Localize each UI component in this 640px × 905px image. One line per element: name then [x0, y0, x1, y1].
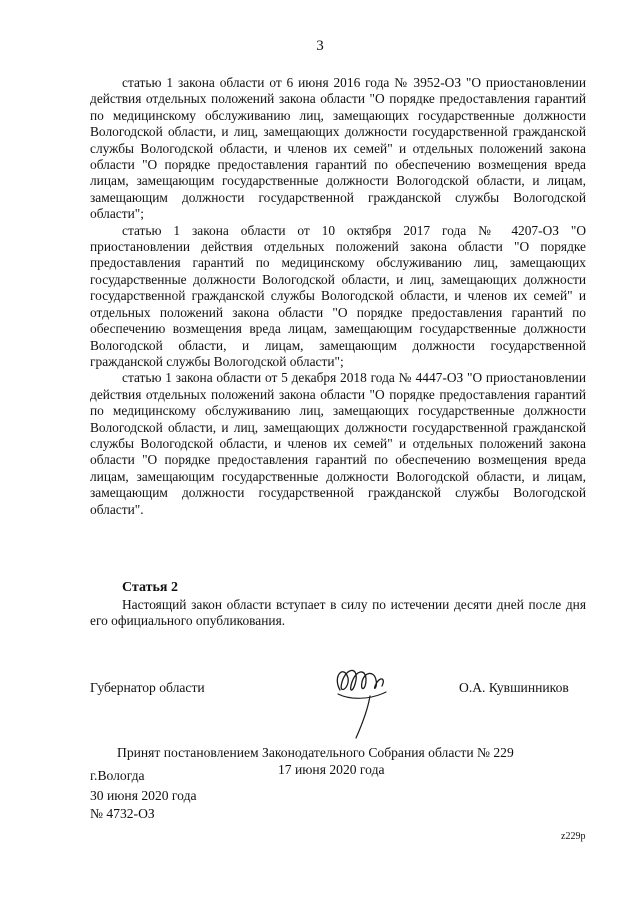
- article-heading: Статья 2: [122, 580, 178, 595]
- place-of-signing: г.Вологда: [90, 768, 145, 783]
- adoption-resolution: Принят постановлением Законодательного Собрания области № 229: [117, 745, 514, 760]
- page-number: 3: [316, 38, 324, 54]
- amendment-paragraph-1: статью 1 закона области от 6 июня 2016 года № 3952-ОЗ "О приостановлении действия отдельных положений закона области "О порядке предоставления гарантий по медицинскому обслуживанию лиц, замещающих государственные должности Вологодской области, и лиц, замещающих должности государственной гражданской службы Вологодской области, и членов их семей" и отдельных положений закона области "О порядке предоставления гарантий по обеспечению возмещения вреда лицам, замещающим государственные должности Вологодской области, и лицам, замещающим должности государственной гражданской службы Вологодской области";: [90, 75, 586, 222]
- amendment-paragraph-3: статью 1 закона области от 5 декабря 2018 года № 4447-ОЗ "О приостановлении действия отдельных положений закона области "О порядке предоставления гарантий по медицинскому обслуживанию лиц, замещающих государственные должности Вологодской области, и лиц, замещающих должности государственной гражданской службы Вологодской области, и членов их семей" и отдельных положений закона области "О порядке предоставления гарантий по обеспечению возмещения вреда лицам, замещающим государственные должности Вологодской области, и лицам, замещающим должности государственной гражданской службы Вологодской области".: [90, 370, 586, 517]
- handwritten-signature: [326, 656, 398, 742]
- governor-title: Губернатор области: [90, 680, 205, 695]
- amendment-paragraph-2: статью 1 закона области от 10 октября 2017 года № 4207-ОЗ "О приостановлении действия отдельных положений закона области "О порядке предоставления гарантий по медицинскому обслуживанию лиц, замещающих государственные должности Вологодской области, и лиц, замещающих должности государственной гражданской службы Вологодской области, и членов их семей" и отдельных положений закона области "О порядке предоставления гарантий по обеспечению возмещения вреда лицам, замещающим государственные должности Вологодской области, и лицам, замещающим должности государственной гражданской службы Вологодской области";: [90, 222, 586, 369]
- law-number: № 4732-ОЗ: [90, 806, 155, 821]
- article-text: Настоящий закон области вступает в силу по истечении десяти дней после дня его официального опубликования.: [90, 597, 586, 629]
- document-code: z229p: [561, 831, 586, 842]
- amendment-list: [90, 75, 586, 518]
- governor-name: О.А. Кувшинников: [459, 680, 569, 695]
- adoption-date: 17 июня 2020 года: [278, 762, 385, 777]
- law-date: 30 июня 2020 года: [90, 788, 197, 803]
